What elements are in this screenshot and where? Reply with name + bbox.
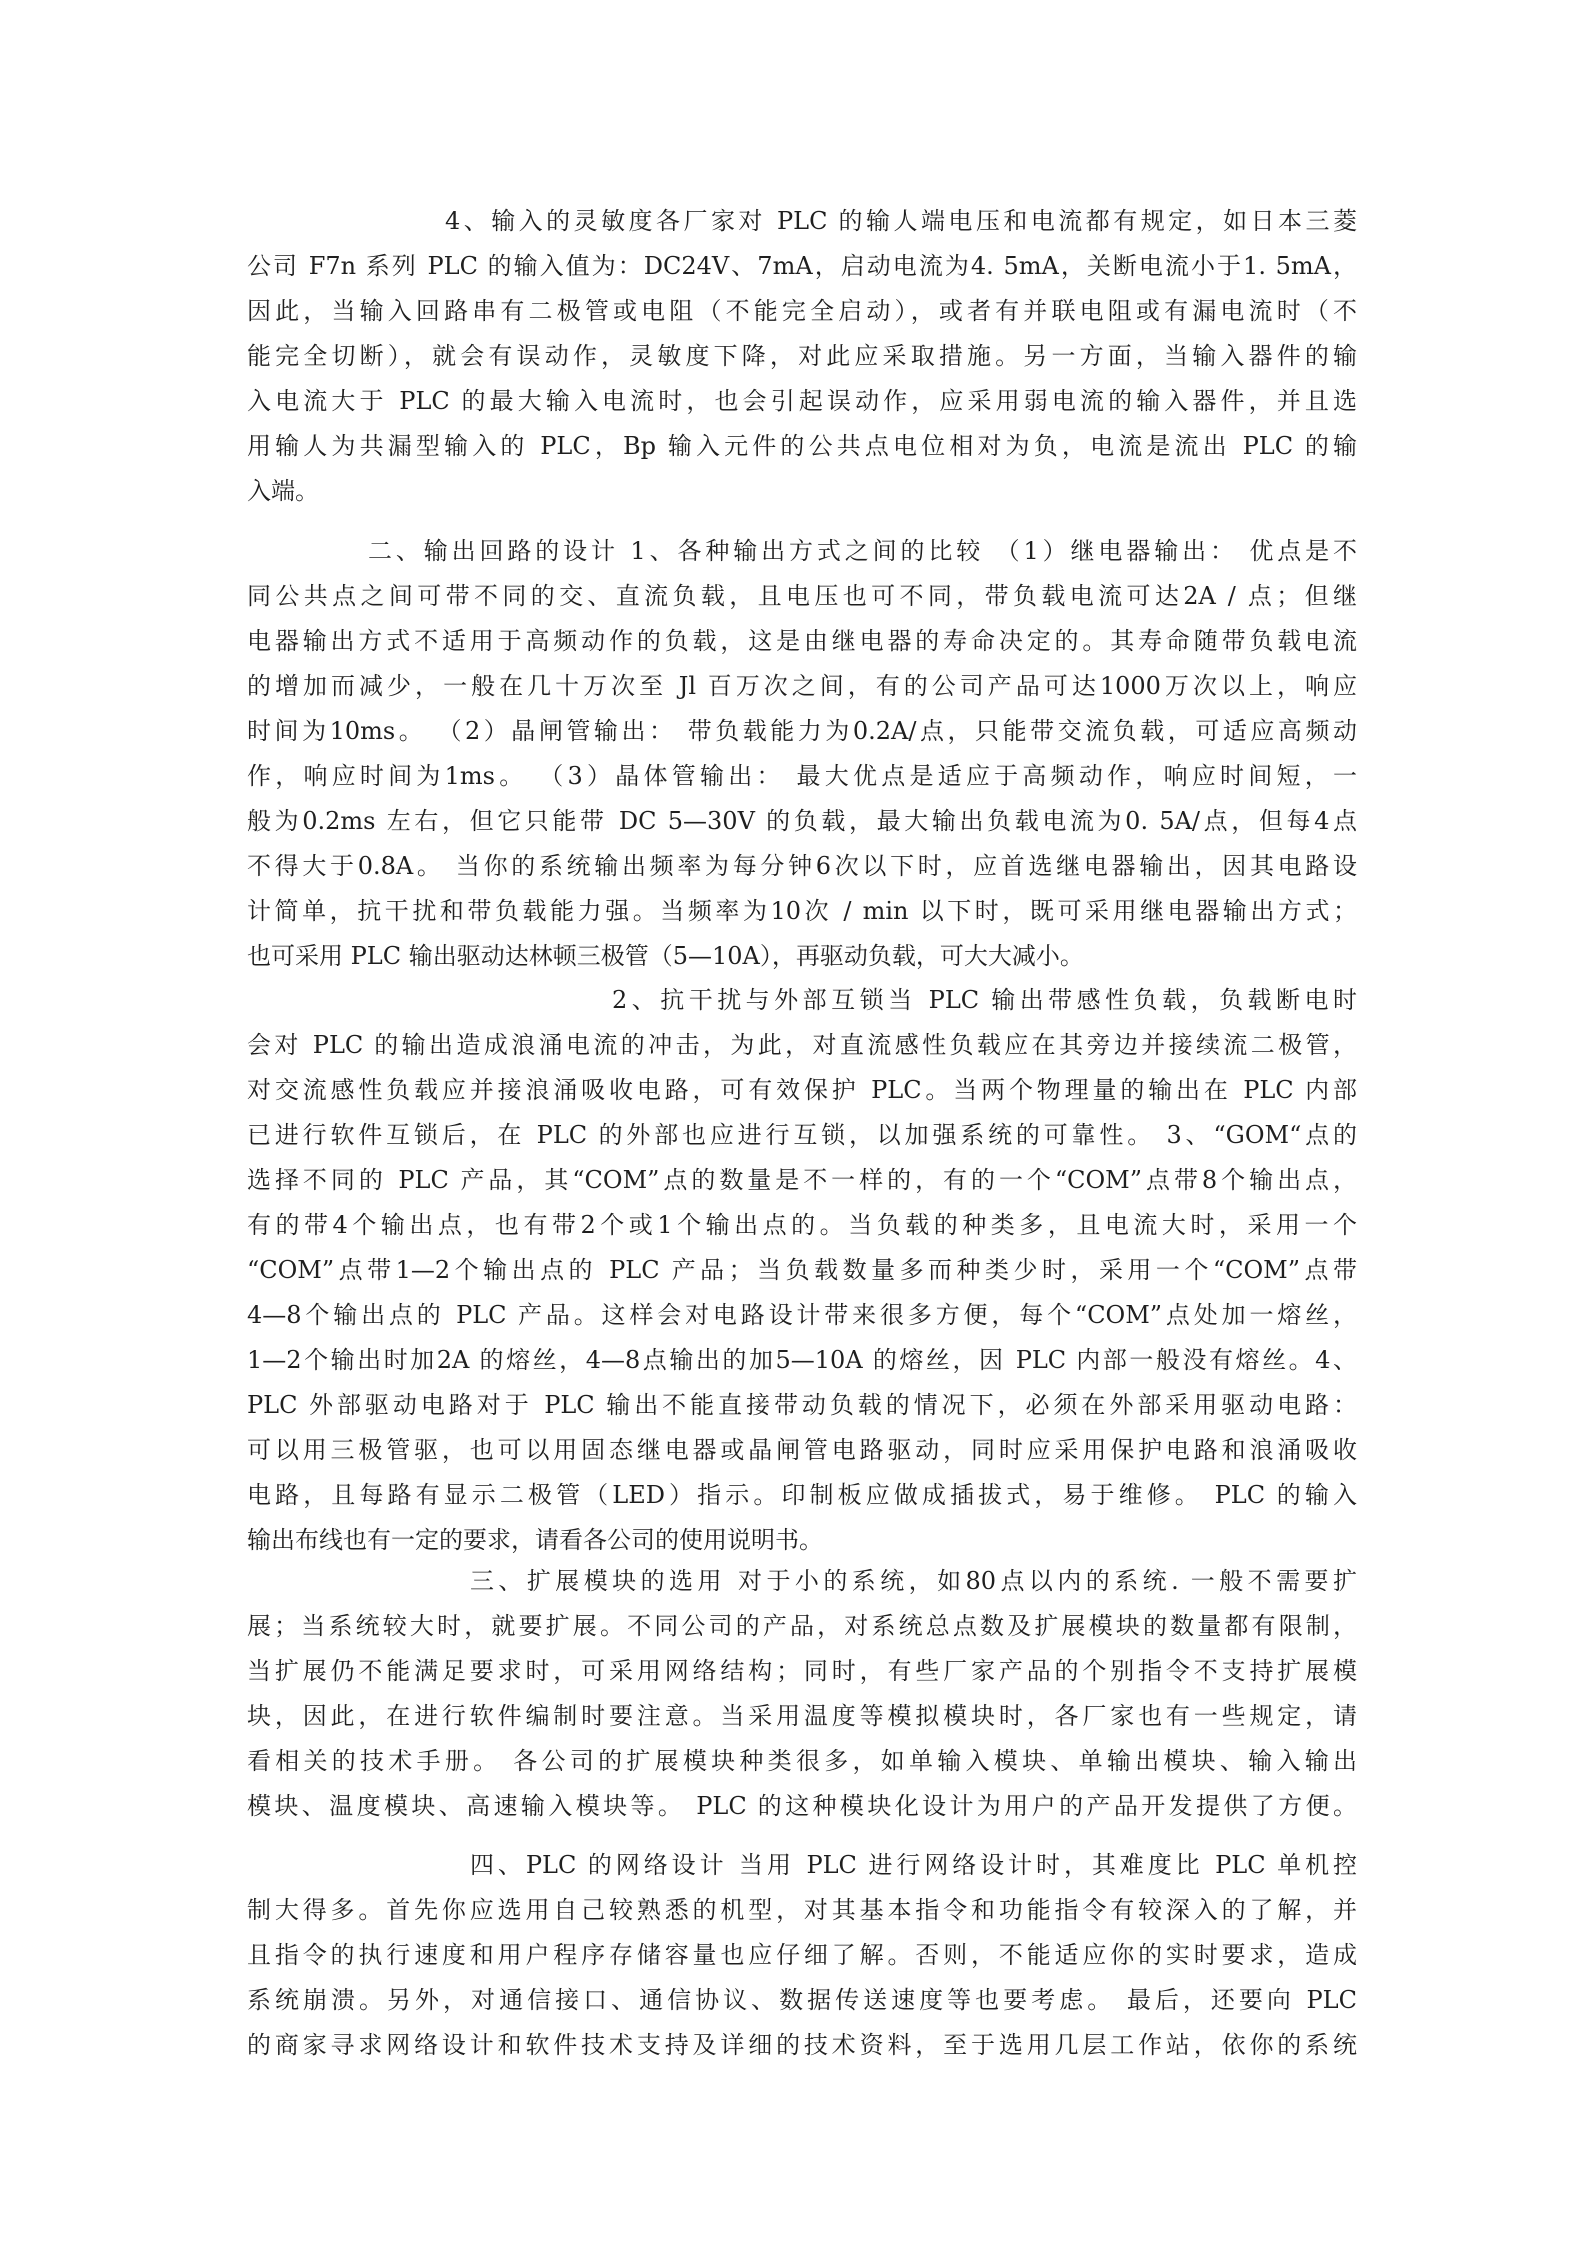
text-line: 4、输入的灵敏度各厂家对 PLC 的输人端电压和电流都有规定，如日本三菱 xyxy=(445,207,1357,235)
text-line: 输出布线也有一定的要求，请看各公司的使用说明书。 xyxy=(247,1526,823,1554)
text-line: 模块、温度模块、高速输入模块等。 PLC 的这种模块化设计为用户的产品开发提供了方便。 xyxy=(247,1792,1357,1820)
text-line: 块，因此，在进行软件编制时要注意。当采用温度等模拟模块时，各厂家也有一些规定，请 xyxy=(247,1702,1357,1730)
text-line: 的商家寻求网络设计和软件技术支持及详细的技术资料，至于选用几层工作站，依你的系统 xyxy=(247,2031,1357,2059)
text-line: 因此，当输入回路串有二极管或电阻（不能完全启动），或者有并联电阻或有漏电流时（不 xyxy=(247,297,1357,325)
paragraph-expansion-modules xyxy=(247,1559,1357,1829)
text-line: 计简单，抗干扰和带负载能力强。当频率为10次 / min 以下时，既可采用继电器输出方式； xyxy=(247,897,1357,925)
text-line: 展；当系统较大时，就要扩展。不同公司的产品，对系统总点数及扩展模块的数量都有限制， xyxy=(247,1612,1357,1640)
text-line: 对交流感性负载应并接浪涌吸收电路，可有效保护 PLC。当两个物理量的输出在 PLC 内部 xyxy=(247,1076,1357,1104)
text-line: 电路，且每路有显示二极管（LED）指示。印制板应做成插拔式，易于维修。 PLC 的输入 xyxy=(247,1481,1357,1509)
text-line: 三、扩展模块的选用 对于小的系统，如80点以内的系统. 一般不需要扩 xyxy=(470,1567,1357,1595)
text-line: 不得大于0.8A。 当你的系统输出频率为每分钟6次以下时，应首选继电器输出，因其电路设 xyxy=(247,852,1357,880)
text-line: 选择不同的 PLC 产品，其“COM”点的数量是不一样的，有的一个“COM”点带8个输出点， xyxy=(247,1166,1357,1194)
text-line: 般为0.2ms 左右，但它只能带 DC 5—30V 的负载，最大输出负载电流为0. 5A/点，但每4点 xyxy=(247,807,1357,835)
text-line: 时间为10ms。 （2）晶闸管输出： 带负载能力为0.2A/点，只能带交流负载，可适应高频动 xyxy=(247,717,1357,745)
text-line: 也可采用 PLC 输出驱动达林顿三极管（5—10A），再驱动负载，可大大减小。 xyxy=(247,942,1084,970)
text-line: 4—8个输出点的 PLC 产品。这样会对电路设计带来很多方便，每个“COM”点处加一熔丝， xyxy=(247,1301,1357,1329)
text-line: 有的带4个输出点，也有带2个或1个输出点的。当负载的种类多，且电流大时，采用一个 xyxy=(247,1211,1357,1239)
text-line: 会对 PLC 的输出造成浪涌电流的冲击，为此，对直流感性负载应在其旁边并接续流二极管， xyxy=(247,1031,1357,1059)
text-line: 2、抗干扰与外部互锁当 PLC 输出带感性负载，负载断电时 xyxy=(612,986,1357,1014)
text-line: 1—2个输出时加2A 的熔丝，4—8点输出的加5—10A 的熔丝，因 PLC 内部一般没有熔丝。4、 xyxy=(247,1346,1357,1374)
text-line: 电器输出方式不适用于高频动作的负载，这是由继电器的寿命决定的。其寿命随带负载电流 xyxy=(247,627,1357,655)
text-line: 四、PLC 的网络设计 当用 PLC 进行网络设计时，其难度比 PLC 单机控 xyxy=(470,1851,1357,1879)
text-line: PLC 外部驱动电路对于 PLC 输出不能直接带动负载的情况下，必须在外部采用驱动电路： xyxy=(247,1391,1357,1419)
text-line: 制大得多。首先你应选用自己较熟悉的机型，对其基本指令和功能指令有较深入的了解，并 xyxy=(247,1896,1357,1924)
text-line: 可以用三极管驱，也可以用固态继电器或晶闸管电路驱动，同时应采用保护电路和浪涌吸收 xyxy=(247,1436,1357,1464)
text-line: 能完全切断），就会有误动作，灵敏度下降，对此应采取措施。另一方面，当输入器件的输 xyxy=(247,342,1357,370)
text-line: 同公共点之间可带不同的交、直流负载，且电压也可不同，带负载电流可达2A / 点；但继 xyxy=(247,582,1357,610)
text-line: 系统崩溃。另外，对通信接口、通信协议、数据传送速度等也要考虑。 最后，还要向 PLC xyxy=(247,1986,1357,2014)
text-line: 作，响应时间为1ms。 （3）晶体管输出： 最大优点是适应于高频动作，响应时间短，一 xyxy=(247,762,1357,790)
text-line: “COM”点带1—2个输出点的 PLC 产品；当负载数量多而种类少时，采用一个“COM”点带 xyxy=(247,1256,1357,1284)
text-line: 用输人为共漏型输入的 PLC，Bp 输入元件的公共点电位相对为负，电流是流出 PLC 的输 xyxy=(247,432,1357,460)
text-line: 已进行软件互锁后，在 PLC 的外部也应进行互锁，以加强系统的可靠性。 3、“GOM“点的 xyxy=(247,1121,1357,1149)
paragraph-network-design xyxy=(247,1843,1357,2068)
text-line: 看相关的技术手册。 各公司的扩展模块种类很多，如单输入模块、单输出模块、输入输出 xyxy=(247,1747,1357,1775)
text-line: 二、输出回路的设计 1、各种输出方式之间的比较 （1）继电器输出： 优点是不 xyxy=(368,537,1357,565)
text-line: 入端。 xyxy=(247,477,319,505)
text-line: 当扩展仍不能满足要求时，可采用网络结构；同时，有些厂家产品的个别指令不支持扩展模 xyxy=(247,1657,1357,1685)
text-line: 且指令的执行速度和用户程序存储容量也应仔细了解。否则，不能适应你的实时要求，造成 xyxy=(247,1941,1357,1969)
paragraph-anti-interference-interlock xyxy=(247,978,1357,1563)
text-line: 入电流大于 PLC 的最大输入电流时，也会引起误动作，应采用弱电流的输入器件，并且选 xyxy=(247,387,1357,415)
text-line: 公司 F7n 系列 PLC 的输入值为：DC24V、7mA，启动电流为4. 5mA，关断电流小于1. 5mA， xyxy=(247,252,1357,280)
text-line: 的增加而减少，一般在几十万次至 Jl 百万次之间，有的公司产品可达1000万次以上，响应 xyxy=(247,672,1357,700)
paragraph-output-circuit-design xyxy=(247,529,1357,979)
paragraph-input-sensitivity xyxy=(247,199,1357,514)
